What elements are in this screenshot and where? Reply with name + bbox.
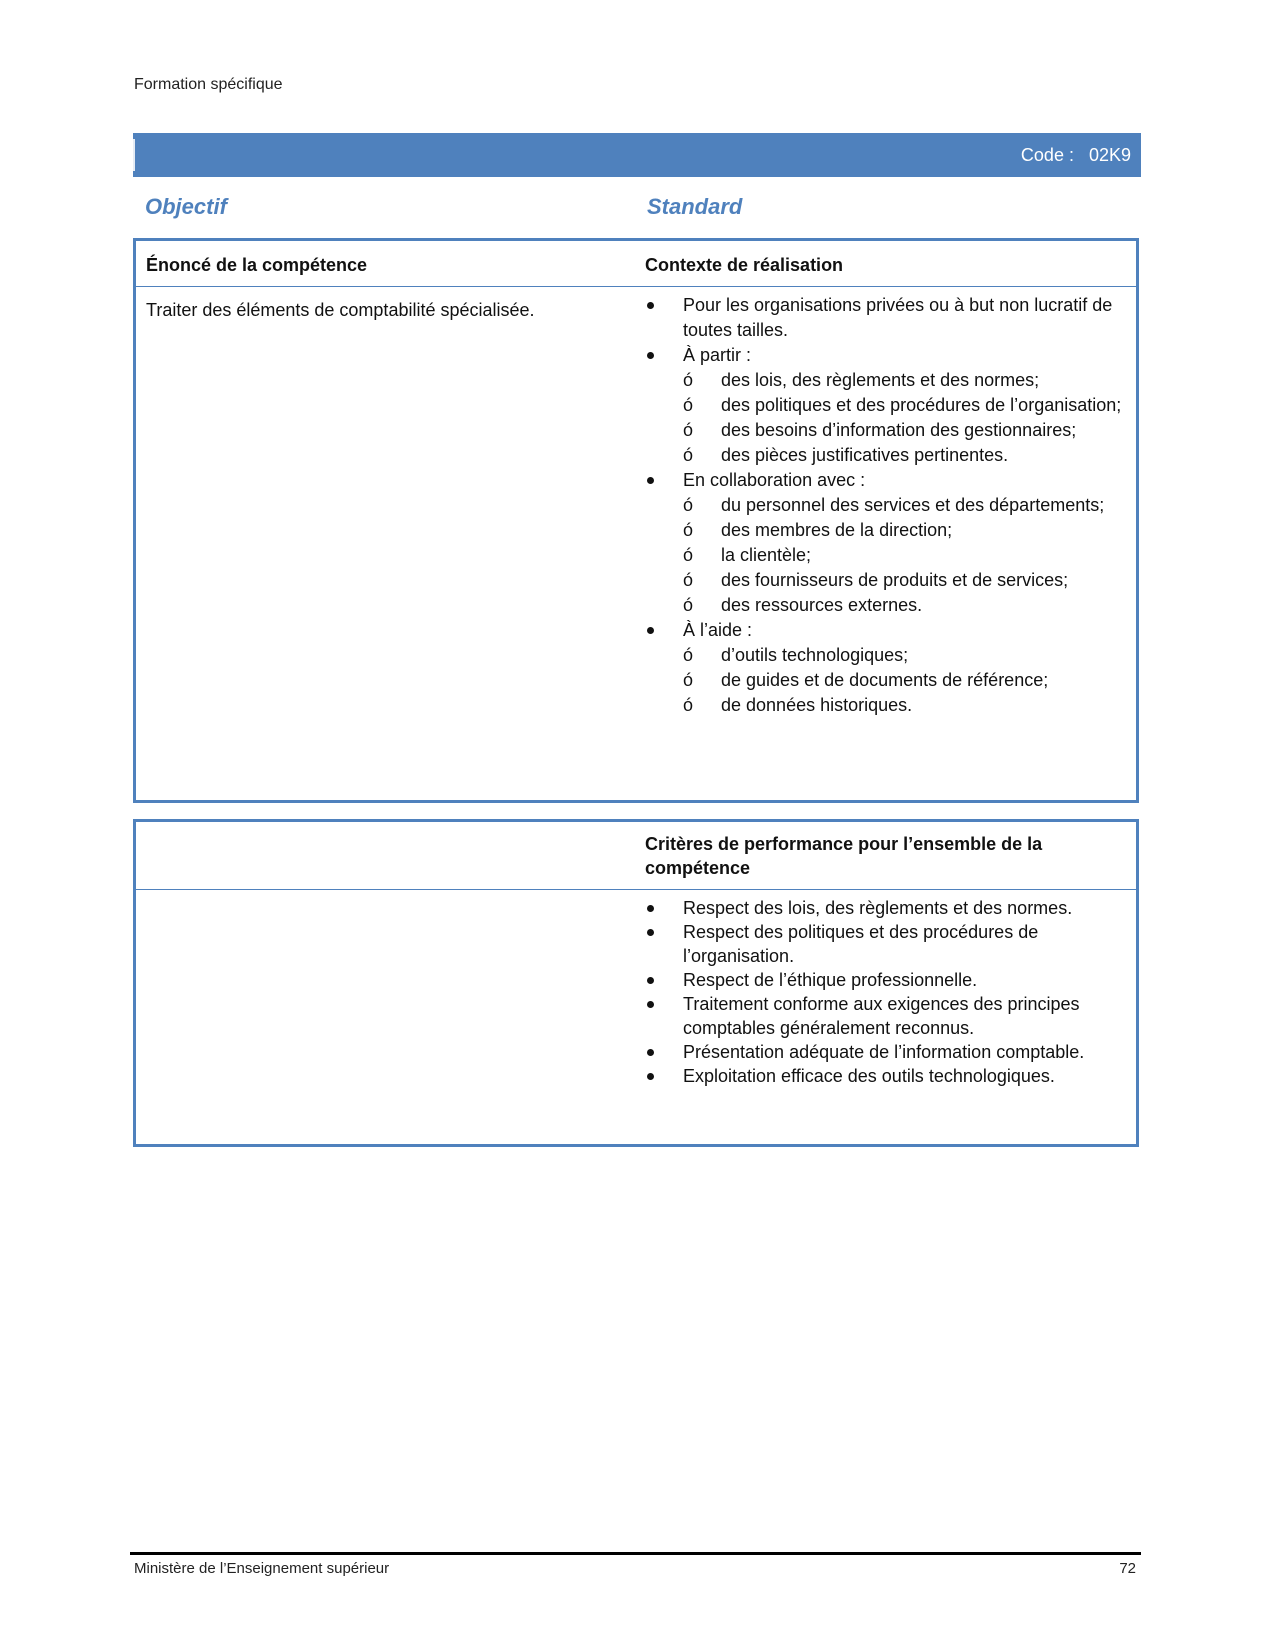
contexte-item-text: En collaboration avec : [683,470,866,490]
critere-item [645,992,1125,1040]
criteres-list [645,896,1125,1088]
contexte-subitem [683,643,1125,668]
enonce-title: Énoncé de la compétence [146,255,368,275]
bullet-icon [647,1001,654,1008]
contexte-subitem [683,668,1125,693]
contexte-subitem-text: du personnel des services et des départements; [721,495,1105,515]
criteres-title: Critères de performance pour l’ensemble de la compétence [645,834,1043,878]
contexte-item-text: À l’aide : [683,620,753,640]
contexte-subitem [683,393,1125,418]
contexte-item [645,343,1125,468]
contexte-sublist [683,368,1125,468]
contexte-subitem [683,368,1125,393]
objectif-heading: Objectif [145,194,227,219]
critere-text: Respect de l’éthique professionnelle. [683,970,978,990]
sub-bullet-icon: ó [683,420,694,440]
sub-bullet-icon: ó [683,520,694,540]
critere-item [645,1040,1125,1064]
contexte-item [645,468,1125,618]
critere-item [645,920,1125,968]
criteria-table [133,819,1139,1147]
contexte-subitem-text: des lois, des règlements et des normes; [721,370,1040,390]
footer-rule [130,1552,1141,1555]
contexte-item [645,618,1125,718]
critere-item [645,1064,1125,1088]
bullet-icon [647,1073,654,1080]
critere-text: Traitement conforme aux exigences des principes comptables généralement reconnus. [683,994,1080,1038]
critere-text: Exploitation efficace des outils technologiques. [683,1066,1055,1086]
sub-bullet-icon: ó [683,395,694,415]
sub-bullet-icon: ó [683,445,694,465]
contexte-subitem-text: d’outils technologiques; [721,645,909,665]
bullet-icon [647,929,654,936]
critere-text: Respect des politiques et des procédures de l’organisation. [683,922,1039,966]
code-band [133,133,1141,177]
contexte-subitem [683,593,1125,618]
contexte-title: Contexte de réalisation [645,255,844,275]
contexte-subitem [683,493,1125,518]
contexte-subitem [683,568,1125,593]
critere-item [645,896,1125,920]
critere-item [645,968,1125,992]
bullet-icon [647,1049,654,1056]
competence-statement: Traiter des éléments de comptabilité spécialisée. [146,300,535,320]
program-header: Formation spécifique [134,76,283,93]
contexte-subitem [683,443,1125,468]
sub-bullet-icon: ó [683,645,694,665]
footer-ministry: Ministère de l’Enseignement supérieur [134,1560,390,1577]
contexte-subitem-text: des membres de la direction; [721,520,953,540]
table-header-row [136,241,1136,287]
standard-heading: Standard [647,194,743,219]
sub-bullet-icon: ó [683,545,694,565]
contexte-subitem-text: la clientèle; [721,545,812,565]
competence-context-table [133,238,1139,803]
contexte-sublist [683,493,1125,618]
bullet-icon [647,352,654,359]
criteria-header-row [136,822,1136,890]
contexte-subitem-text: des besoins d’information des gestionnaires; [721,420,1077,440]
contexte-subitem [683,543,1125,568]
contexte-subitem [683,693,1125,718]
contexte-subitem-text: des politiques et des procédures de l’organisation; [721,395,1122,415]
critere-text: Respect des lois, des règlements et des normes. [683,898,1073,918]
contexte-list [645,293,1125,718]
bullet-icon [647,477,654,484]
sub-bullet-icon: ó [683,570,694,590]
sub-bullet-icon: ó [683,670,694,690]
contexte-item [645,293,1125,343]
contexte-subitem-text: de données historiques. [721,695,913,715]
page-number: 72 [1119,1560,1136,1577]
contexte-subitem-text: des fournisseurs de produits et de services; [721,570,1069,590]
sub-bullet-icon: ó [683,370,694,390]
critere-text: Présentation adéquate de l’information comptable. [683,1042,1085,1062]
competency-code: Code : 02K9 [1020,145,1131,165]
band-marker [133,139,135,171]
contexte-item-text: À partir : [683,345,752,365]
contexte-subitem [683,418,1125,443]
contexte-sublist [683,643,1125,718]
bullet-icon [647,977,654,984]
section-headings [145,194,1135,222]
bullet-icon [647,627,654,634]
contexte-subitem-text: des pièces justificatives pertinentes. [721,445,1009,465]
bullet-icon [647,302,654,309]
bullet-icon [647,905,654,912]
contexte-subitem-text: des ressources externes. [721,595,923,615]
sub-bullet-icon: ó [683,595,694,615]
sub-bullet-icon: ó [683,695,694,715]
contexte-item-text: Pour les organisations privées ou à but non lucratif de toutes tailles. [683,295,1113,340]
contexte-subitem [683,518,1125,543]
contexte-subitem-text: de guides et de documents de référence; [721,670,1049,690]
sub-bullet-icon: ó [683,495,694,515]
